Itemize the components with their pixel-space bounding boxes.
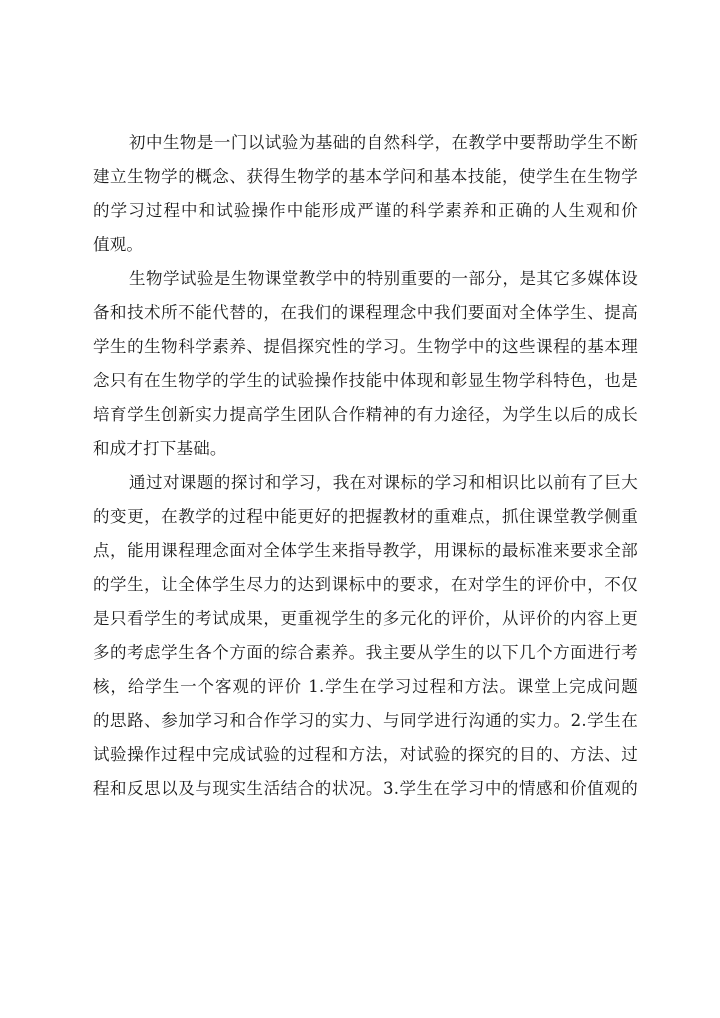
text-line: 点，能用课程理念面对全体学生来指导教学，用课标的最标准来要求全部: [93, 541, 638, 560]
text-line: 通过对课题的探讨和学习，我在对课标的学习和相识比以前有了巨大: [129, 473, 638, 492]
text-line: 备和技术所不能代替的，在我们的课程理念中我们要面对全体学生、提高: [93, 303, 638, 322]
text-line: 培育学生创新实力提高学生团队合作精神的有力途径，为学生以后的成长: [93, 405, 638, 424]
text-line: 学生的生物科学素养、提倡探究性的学习。生物学中的这些课程的基本理: [93, 337, 638, 356]
document-body: [93, 126, 638, 806]
text-line: 值观。: [93, 235, 144, 254]
text-line: 是只看学生的考试成果，更重视学生的多元化的评价，从评价的内容上更: [93, 609, 638, 628]
text-line: 多的考虑学生各个方面的综合素养。我主要从学生的以下几个方面进行考: [93, 643, 638, 662]
text-line: 的变更，在教学的过程中能更好的把握教材的重难点，抓住课堂教学侧重: [93, 507, 638, 526]
text-line: 建立生物学的概念、获得生物学的基本学问和基本技能，使学生在生物学: [93, 167, 638, 186]
text-line: 的学生，让全体学生尽力的达到课标中的要求，在对学生的评价中，不仅: [93, 575, 638, 594]
text-line: 生物学试验是生物课堂教学中的特别重要的一部分，是其它多媒体设: [129, 269, 638, 288]
paragraph-2: [93, 262, 638, 466]
text-line: 核，给学生一个客观的评价 1.学生在学习过程和方法。课堂上完成问题: [93, 677, 638, 696]
text-line: 试验操作过程中完成试验的过程和方法，对试验的探究的目的、方法、过: [93, 745, 638, 764]
paragraph-3: [93, 466, 638, 806]
text-line: 的思路、参加学习和合作学习的实力、与同学进行沟通的实力。2.学生在: [93, 711, 638, 730]
text-line: 念只有在生物学的学生的试验操作技能中体现和彰显生物学科特色，也是: [93, 371, 638, 390]
text-line: 程和反思以及与现实生活结合的状况。3.学生在学习中的情感和价值观的: [93, 779, 638, 798]
text-line: 和成才打下基础。: [93, 439, 227, 458]
text-line: 初中生物是一门以试验为基础的自然科学，在教学中要帮助学生不断: [129, 133, 638, 152]
paragraph-1: [93, 126, 638, 262]
text-line: 的学习过程中和试验操作中能形成严谨的科学素养和正确的人生观和价: [93, 201, 638, 220]
